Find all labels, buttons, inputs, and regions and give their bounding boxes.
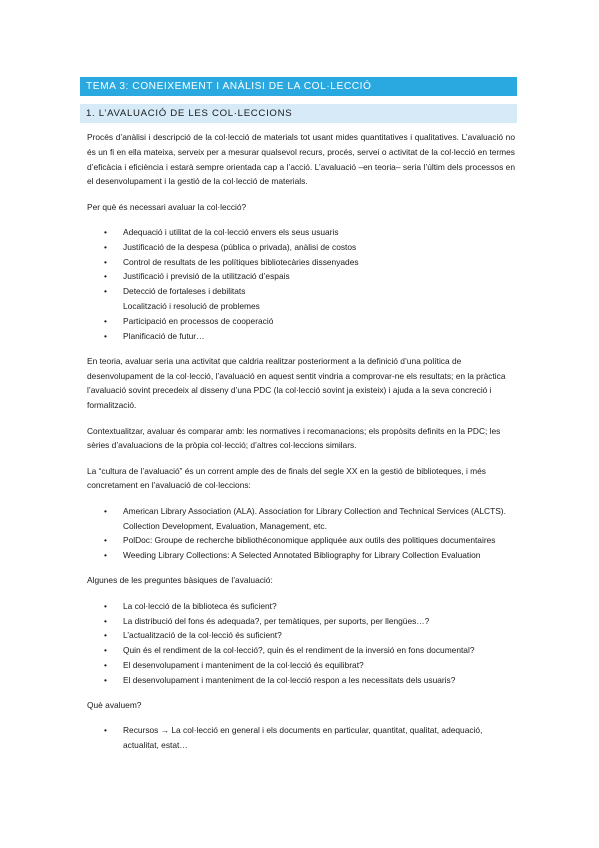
list-item-continuation: Localització i resolució de problemes bbox=[123, 300, 260, 311]
bullet-icon: • bbox=[104, 315, 107, 326]
questions-heading: Algunes de les preguntes bàsiques de l’avaluació: bbox=[87, 575, 273, 586]
document-body bbox=[87, 130, 515, 763]
bullet-icon: • bbox=[104, 630, 107, 641]
bullet-icon: • bbox=[104, 659, 107, 670]
context-paragraph: Contextualitzar, avaluar és comparar amb: les normatives i recomanacions; els propòsits definits en la PDC; les sèries d’avaluacions de la pròpia col·lecció; d’altres col·leccions similars. bbox=[87, 425, 501, 451]
bullet-icon: • bbox=[104, 505, 107, 516]
list-item: • Justificació i previsió de la utilització d’espais bbox=[87, 269, 515, 284]
references-list bbox=[87, 504, 515, 563]
bullet-icon: • bbox=[104, 286, 107, 297]
bullet-icon: • bbox=[104, 535, 107, 546]
list-item: • La col·lecció de la biblioteca és suficient? bbox=[87, 599, 515, 614]
bullet-icon: • bbox=[104, 330, 107, 341]
culture-paragraph: La “cultura de l’avaluació” és un corrent ample des de finals del segle XX en la gestió de biblioteques, i més concretament en l’avaluació de col·leccions: bbox=[87, 465, 486, 491]
chapter-title: TEMA 3: CONEIXEMENT I ANÀLISI DE LA COL·LECCIÓ bbox=[80, 77, 517, 96]
bullet-icon: • bbox=[104, 615, 107, 626]
evaluation-targets-list bbox=[87, 723, 515, 753]
list-item: • Planificació de futur… bbox=[87, 329, 515, 344]
bullet-icon: • bbox=[104, 226, 107, 237]
list-item: • Recursos → La col·lecció en general i els documents en particular, quantitat, qualitat, adequació, actualitat, estat… bbox=[104, 725, 483, 751]
bullet-icon: • bbox=[104, 550, 107, 561]
bullet-icon: • bbox=[104, 725, 107, 736]
list-item: • Control de resultats de les polítiques bibliotecàries dissenyades bbox=[87, 255, 515, 270]
list-item: • Participació en processos de cooperació bbox=[87, 314, 515, 329]
bullet-icon: • bbox=[104, 271, 107, 282]
bullet-icon: • bbox=[104, 645, 107, 656]
bullet-icon: • bbox=[104, 674, 107, 685]
list-item: • Weeding Library Collections: A Selected Annotated Bibliography for Library Collection Evaluation bbox=[87, 548, 515, 563]
list-item: • El desenvolupament i manteniment de la col·lecció és equilibrat? bbox=[87, 658, 515, 673]
intro-paragraph: Procés d’anàlisi i descripció de la col·lecció de materials tot usant mides quantitatives i qualitatives. L’avaluació no és un fi en ella mateixa, serveix per a mesurar qualsevol recurs, procés, servei o activitat de la col·lecció en termes d’eficàcia i eficiència i estarà sempre orientada cap a l’acció. L’avaluació –en teoria– seria l’últim dels processos en el desenvolupament i la gestió de la col·lecció de materials. bbox=[87, 132, 515, 187]
questions-list bbox=[87, 599, 515, 688]
list-item: • American Library Association (ALA). Association for Library Collection and Technical Services (ALCTS). Collection Development, Evaluation, Management, etc. bbox=[104, 505, 506, 531]
section-heading: 1. L’AVALUACIÓ DE LES COL·LECCIONS bbox=[80, 104, 517, 123]
reasons-list-continued bbox=[87, 314, 515, 344]
list-item: • L’actualització de la col·lecció és suficient? bbox=[87, 628, 515, 643]
list-item: • Justificació de la despesa (pública o privada), anàlisi de costos bbox=[87, 240, 515, 255]
theory-paragraph: En teoria, avaluar seria una activitat que caldria realitzar posteriorment a la definició d’una política de desenvolupament de la col·lecció, l’avaluació en aquest sentit vindria a comprovar-ne els resultats; en la pràctica l’avaluació sovint precedeix al disseny d’una PDC (la col·lecció sovint ja existeix) i ajuda a la seva concreció i formalització. bbox=[87, 355, 506, 411]
list-item: • Adequació i utilitat de la col·lecció envers els seus usuaris bbox=[87, 225, 515, 240]
bullet-icon: • bbox=[104, 241, 107, 252]
list-item: • Detecció de fortaleses i debilitats bbox=[87, 284, 515, 299]
bullet-icon: • bbox=[104, 600, 107, 611]
list-item: • La distribució del fons és adequada?, per temàtiques, per suports, per llengües…? bbox=[87, 614, 515, 629]
question-why-evaluate: Per què és necessari avaluar la col·lecció? bbox=[87, 201, 247, 212]
list-item: • Quin és el rendiment de la col·lecció?, quin és el rendiment de la inversió en fons documental? bbox=[87, 643, 515, 658]
reasons-list bbox=[87, 225, 515, 299]
what-evaluate-heading: Què avaluem? bbox=[87, 700, 142, 710]
list-item: • PolDoc: Groupe de recherche bibliothéconomique appliquée aux outils des politiques documentaires bbox=[87, 533, 515, 548]
bullet-icon: • bbox=[104, 256, 107, 267]
list-item: • El desenvolupament i manteniment de la col·lecció respon a les necessitats dels usuaris? bbox=[87, 673, 515, 688]
